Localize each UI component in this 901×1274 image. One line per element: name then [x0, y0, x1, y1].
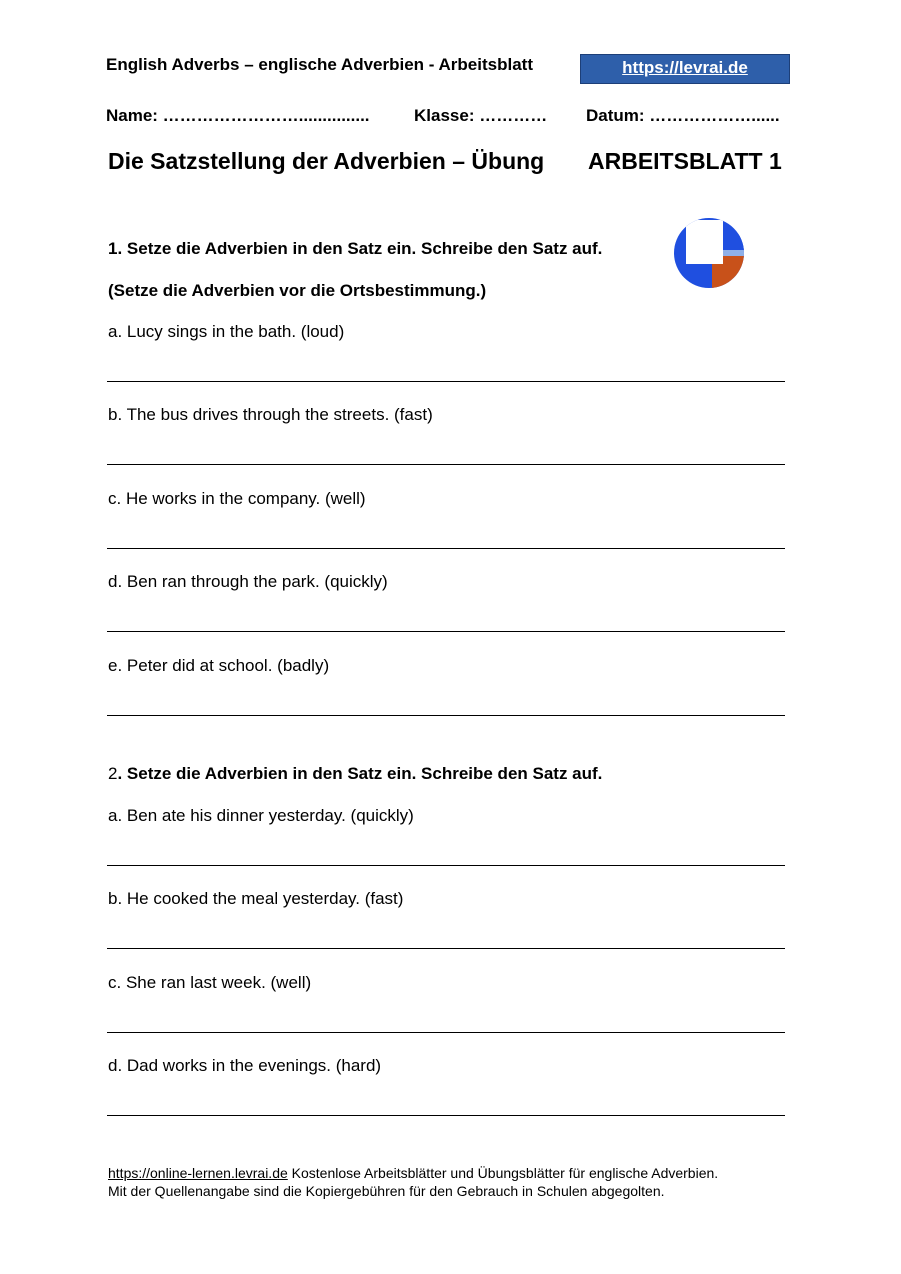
section2-instruction [108, 764, 602, 784]
answer-line[interactable] [107, 464, 785, 465]
footer-link[interactable]: https://online-lernen.levrai.de [108, 1165, 288, 1181]
levrai-logo-icon [672, 216, 746, 290]
answer-line[interactable] [107, 865, 785, 866]
sheet-label: ARBEITSBLATT 1 [588, 148, 782, 174]
section2-number: 2 [108, 764, 118, 783]
footer-line-1 [108, 1165, 718, 1181]
exercise2-item-b: b. He cooked the meal yesterday. (fast) [108, 889, 404, 908]
answer-line[interactable] [107, 715, 785, 716]
exercise1-item-b: b. The bus drives through the streets. (fast) [108, 405, 433, 424]
exercise1-item-a: a. Lucy sings in the bath. (loud) [108, 322, 345, 341]
page-title: Die Satzstellung der Adverbien – Übung [108, 148, 545, 174]
answer-line[interactable] [107, 1032, 785, 1033]
header-title: English Adverbs – englische Adverbien - Arbeitsblatt [106, 55, 533, 74]
exercise1-item-c: c. He works in the company. (well) [108, 489, 366, 508]
class-field: Klasse: ………… [414, 106, 548, 125]
answer-line[interactable] [107, 631, 785, 632]
answer-line[interactable] [107, 948, 785, 949]
date-field: Datum: ………………...... [586, 106, 780, 125]
section1-note: (Setze die Adverbien vor die Ortsbestimmung.) [108, 281, 487, 300]
answer-line[interactable] [107, 1115, 785, 1116]
site-link-button[interactable] [580, 54, 790, 84]
exercise2-item-d: d. Dad works in the evenings. (hard) [108, 1056, 382, 1075]
exercise2-item-c: c. She ran last week. (well) [108, 973, 312, 992]
site-link-label[interactable]: https://levrai.de [622, 58, 748, 77]
footer-text: Kostenlose Arbeitsblätter und Übungsblätter für englische Adverbien. [287, 1165, 719, 1181]
section1-instruction: 1. Setze die Adverbien in den Satz ein. Schreibe den Satz auf. [108, 239, 603, 258]
exercise1-item-d: d. Ben ran through the park. (quickly) [108, 572, 388, 591]
footer-line-2: Mit der Quellenangabe sind die Kopiergebühren für den Gebrauch in Schulen abgegolten. [108, 1183, 665, 1199]
exercise1-item-e: e. Peter did at school. (badly) [108, 656, 330, 675]
name-field: Name: ……………………............... [106, 106, 370, 125]
answer-line[interactable] [107, 548, 785, 549]
section2-instruction-text: . Setze die Adverbien in den Satz ein. Schreibe den Satz auf. [117, 764, 603, 783]
answer-line[interactable] [107, 381, 785, 382]
exercise2-item-a: a. Ben ate his dinner yesterday. (quickly) [108, 806, 414, 825]
